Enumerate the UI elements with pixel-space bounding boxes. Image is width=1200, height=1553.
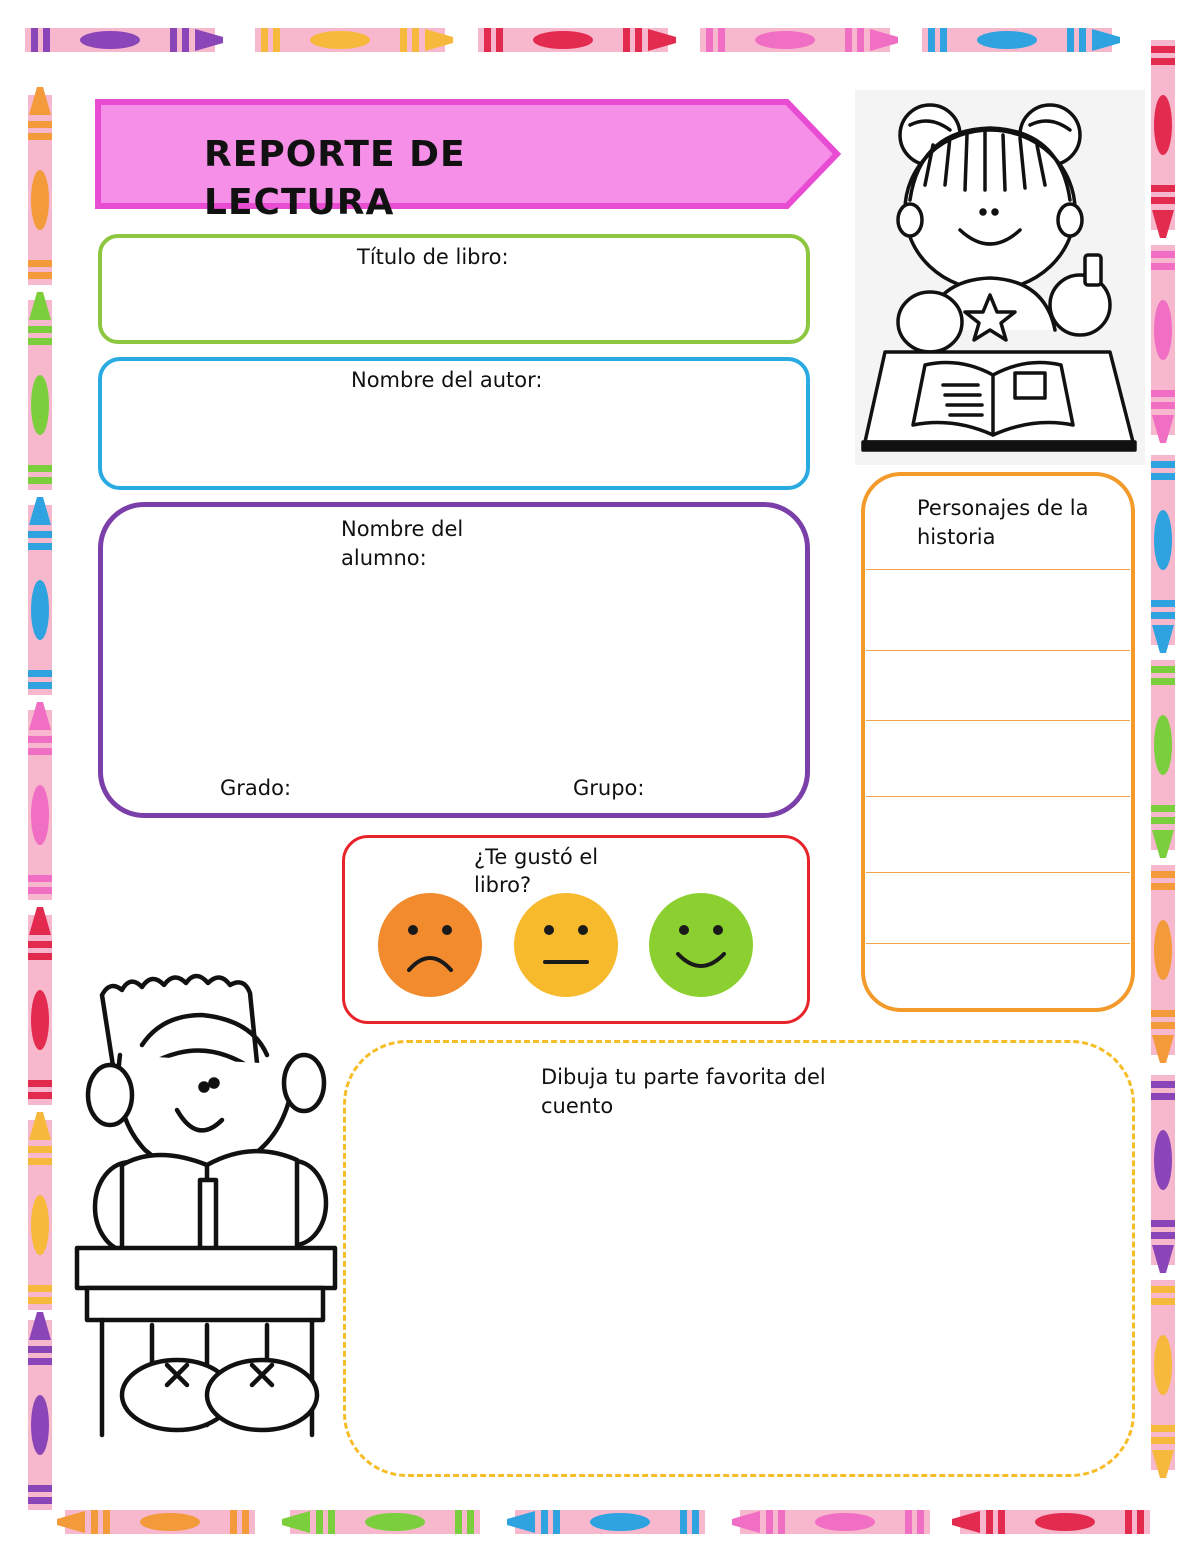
- characters-line: [866, 569, 1130, 570]
- characters-box[interactable]: [861, 472, 1135, 1012]
- characters-line: [866, 650, 1130, 651]
- drawing-label: Dibuja tu parte favorita del cuento: [541, 1065, 826, 1118]
- characters-line: [866, 720, 1130, 721]
- boy-reading-illustration: [72, 965, 342, 1445]
- sad-face-icon[interactable]: [377, 892, 483, 998]
- author-name-label: Nombre del autor:: [351, 368, 543, 392]
- rating-question: ¿Te gustó el libro?: [474, 845, 599, 897]
- characters-line: [866, 943, 1130, 944]
- characters-label: Personajes de la historia: [917, 496, 1089, 549]
- happy-face-icon[interactable]: [648, 892, 754, 998]
- characters-line: [866, 796, 1130, 797]
- grade-label: Grado:: [220, 776, 292, 800]
- characters-line: [866, 872, 1130, 873]
- group-label: Grupo:: [573, 776, 645, 800]
- student-name-label: Nombre del alumno:: [341, 517, 464, 570]
- girl-reading-illustration: [855, 90, 1145, 465]
- neutral-face-icon[interactable]: [513, 892, 619, 998]
- book-title-label: Título de libro:: [357, 245, 509, 269]
- page-title: REPORTE DE LECTURA: [204, 134, 466, 223]
